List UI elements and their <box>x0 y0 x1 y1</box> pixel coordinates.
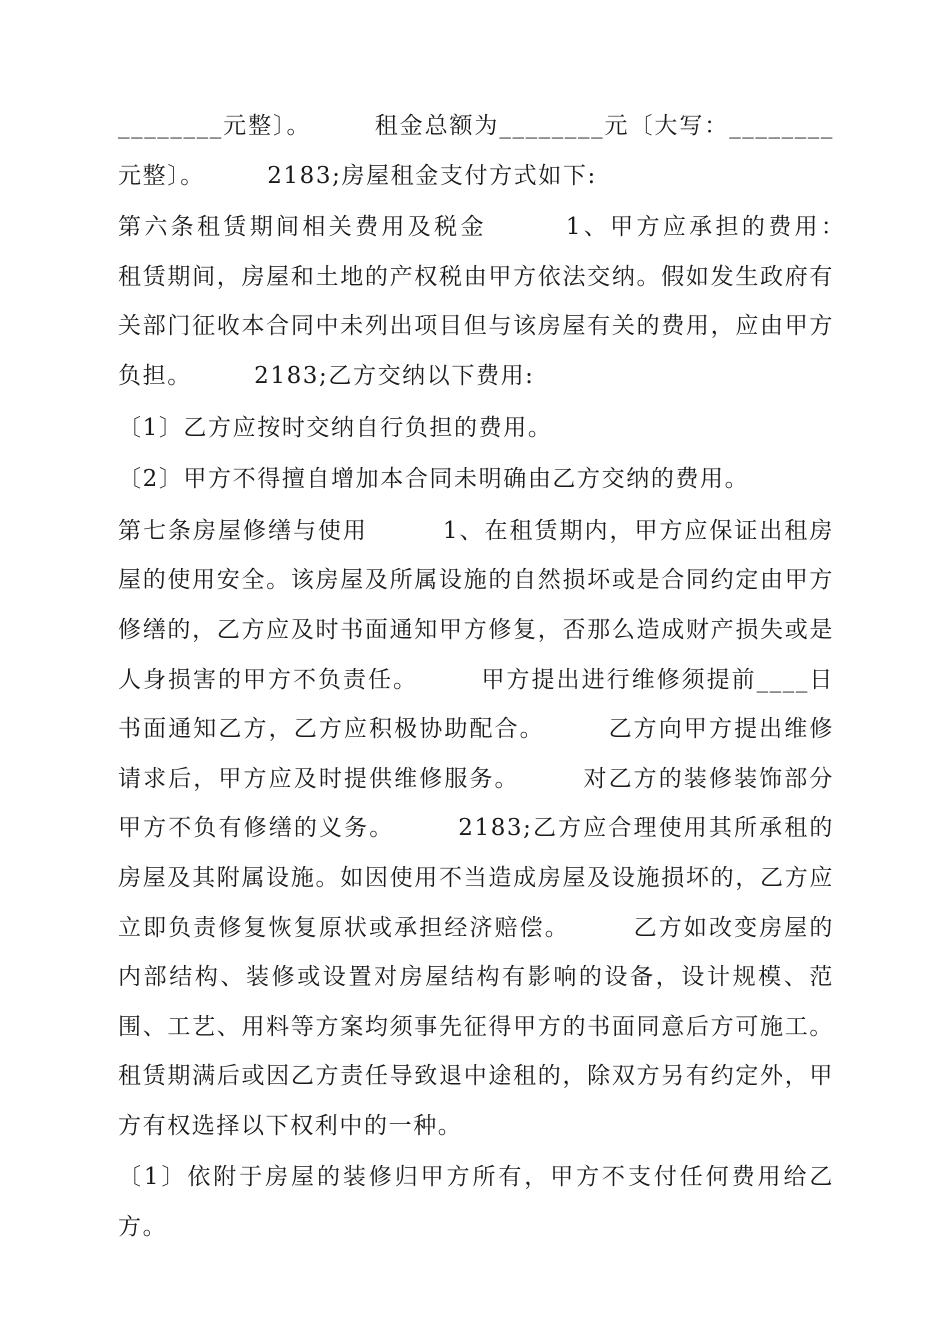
document-page <box>118 102 908 1255</box>
paragraph-article-6: 第六条租赁期间相关费用及税金 1、甲方应承担的费用： 租赁期间，房屋和土地的产权税由甲方依法交纳。假如发生政府有关部门征收本合同中未列出项目但与该房屋有关的费用，应由甲方负担。 2183;乙方交纳以下费用: <box>118 214 908 389</box>
paragraph-item-1: 〔1〕乙方应按时交纳自行负担的费用。 <box>118 414 553 441</box>
paragraph-decoration-item-1: 〔1〕依附于房屋的装修归甲方所有，甲方不支付任何费用给乙方。 <box>118 1164 834 1241</box>
paragraph-rent-total: ________元整〕。 租金总额为________元〔大写：________元整〕。 2183;房屋租金支付方式如下: <box>118 113 834 189</box>
paragraph-item-2: 〔2〕甲方不得擅自增加本合同未明确由乙方交纳的费用。 <box>118 466 750 493</box>
paragraph-article-7: 第七条房屋修缮与使用 1、在租赁期内，甲方应保证出租房屋的使用安全。该房屋及所属设施的自然损坏或是合同约定由甲方修缮的，乙方应及时书面通知甲方修复，否那么造成财产损失或是人身损害的甲方不负责任。 甲方提出进行维修须提前____日书面通知乙方，乙方应积极协助配合。 乙方向甲方提出维修请求后，甲方应及时提供维修服务。 对乙方的装修装饰部分甲方不负有修缮的义务。 2183;乙方应合理使用其所承租的房屋及其附属设施。如因使用不当造成房屋及设施损坏的，乙方应立即负责修复恢复原状或承担经济赔偿。 乙方如改变房屋的内部结构、装修或设置对房屋结构有影响的设备，设计规模、范围、工艺、用料等方案均须事先征得甲方的书面同意后方可施工。租赁期满后或因乙方责任导致退中途租的，除双方另有约定外，甲方有权选择以下权利中的一种。 <box>118 517 834 1139</box>
